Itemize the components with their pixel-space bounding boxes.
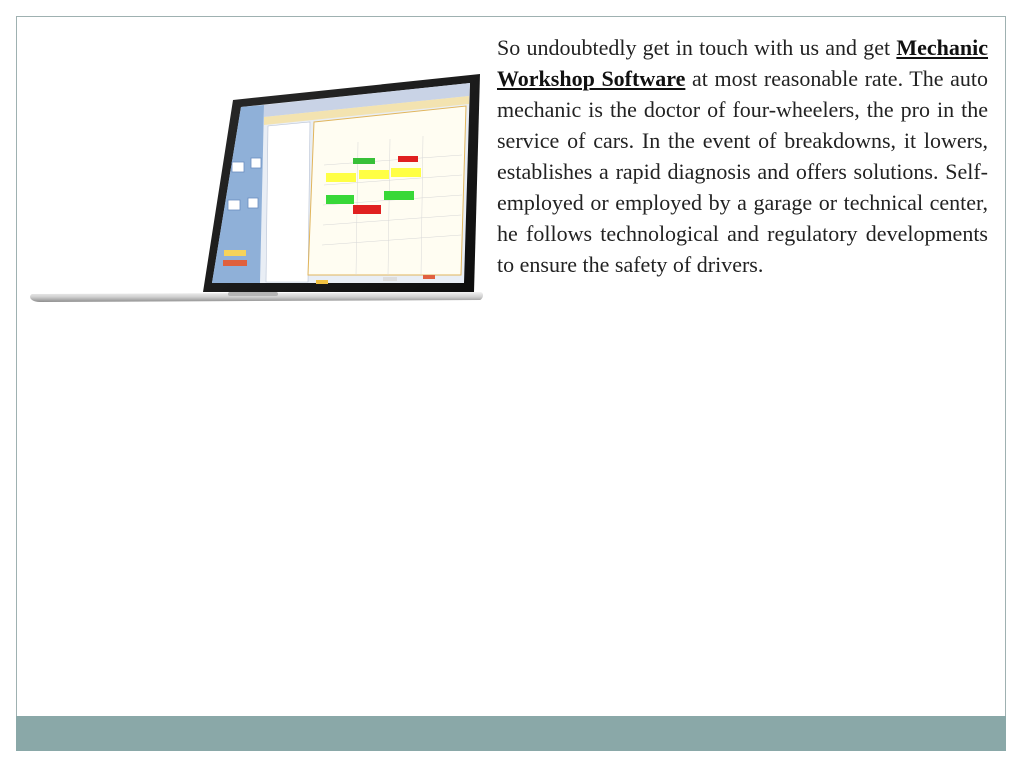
paragraph-body: at most reasonable rate. The auto mechanic is the doctor of four-wheelers, the pro in the service of cars. In the event of breakdowns, it lowers, establishes a rapid diagnosis and offers solutions. Self-employed or employed by a garage or technical center, he follows technological and regulatory developments to ensure the safety of drivers. [497, 66, 989, 277]
paragraph-intro: So undoubtedly get in touch with us and get [497, 35, 891, 60]
laptop-image [28, 70, 484, 310]
mechanic-workshop-software-link[interactable]: Mechanic Workshop Software [497, 35, 989, 91]
body-paragraph [497, 32, 988, 280]
footer-bar [16, 716, 1006, 751]
